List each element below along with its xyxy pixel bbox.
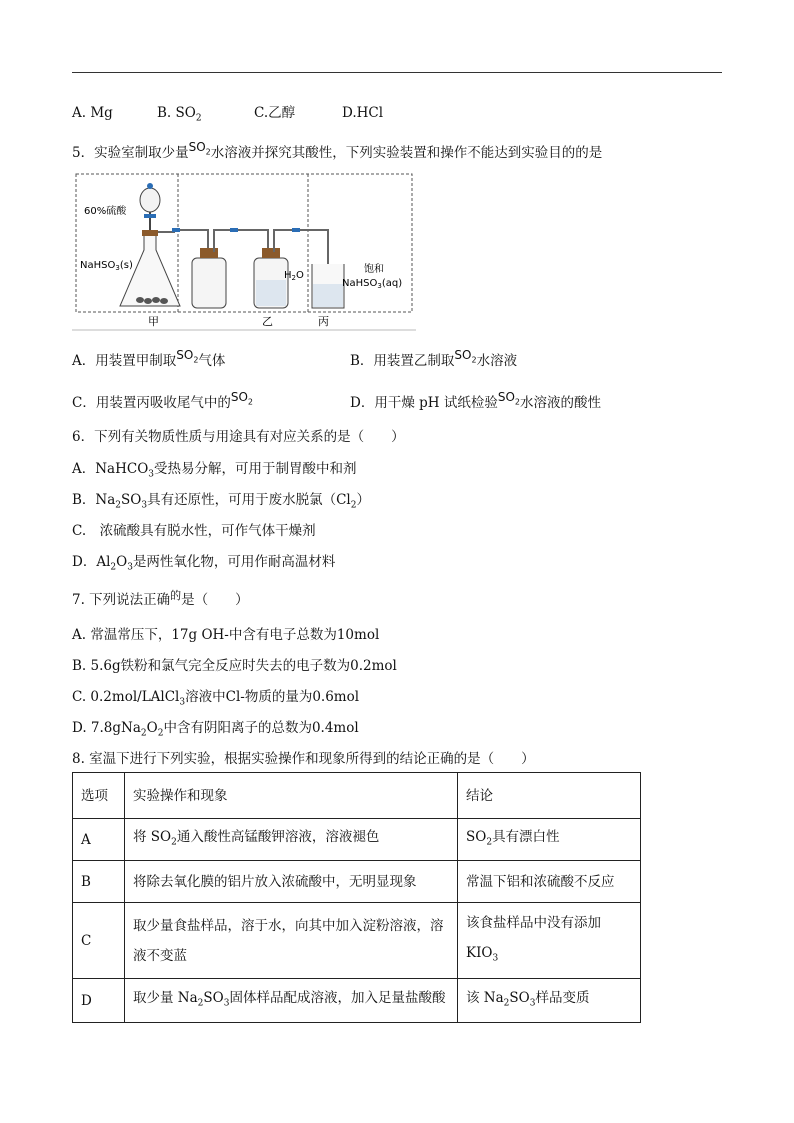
q8-table xyxy=(72,772,641,1023)
row-conclusion: 该 $Na_2SO_3$样品变质 xyxy=(458,979,641,1023)
label-acid: 60%硫酸 xyxy=(84,206,127,217)
label-water: $H_2O$ xyxy=(284,270,304,282)
label-sat2: NaHSO$_3$(aq) xyxy=(342,278,403,290)
table-row xyxy=(73,979,641,1023)
header-rule xyxy=(72,72,722,73)
row-option: C xyxy=(73,903,125,979)
q5-option-c: C．用装置丙吸收尾气中的$SO_2$ xyxy=(72,390,253,411)
q6-option-c: C. 浓硫酸具有脱水性，可作气体干燥剂 xyxy=(72,523,316,539)
q5-option-a: A．用装置甲制取$SO_2$气体 xyxy=(72,348,226,369)
q4-option-b: B. $SO_2$ xyxy=(157,105,202,124)
q4-option-a: A. Mg xyxy=(72,105,113,121)
q5-stem: 5．实验室制取少量$SO_2$水溶液并探究其酸性，下列实验装置和操作不能达到实验目的的是 xyxy=(72,140,603,161)
row-operation: 将 $SO_2$通入酸性高锰酸钾溶液，溶液褪色 xyxy=(125,819,458,861)
q7-option-c: C. 0.2mol/LAlCl$_3$溶液中Cl-物质的量为0.6mol xyxy=(72,689,360,708)
table-header-row xyxy=(73,773,641,819)
label-yi: 乙 xyxy=(262,315,273,328)
q7-option-a: A. 常温常压下，17g OH-中含有电子总数为10mol xyxy=(72,627,380,643)
row-option: B xyxy=(73,861,125,903)
q7-option-d: D. $7.8gNa_2O_2$中含有阴阳离子的总数为0.4mol xyxy=(72,720,359,739)
row-conclusion: 常温下铝和浓硫酸不反应 xyxy=(458,861,641,903)
row-option: A xyxy=(73,819,125,861)
q6-option-b: B．$Na_2SO_3$具有还原性，可用于废水脱氯$(Cl_2)$ xyxy=(72,492,370,511)
table-row xyxy=(73,903,641,979)
header-operation: 实验操作和现象 xyxy=(125,773,458,819)
row-option: D xyxy=(73,979,125,1023)
q5-option-b: B．用装置乙制取$SO_2$水溶液 xyxy=(350,348,518,369)
label-solid: NaHSO$_3$(s) xyxy=(80,260,133,272)
row-operation: 将除去氧化膜的铝片放入浓硫酸中，无明显现象 xyxy=(125,861,458,903)
label-bing: 丙 xyxy=(318,315,329,328)
apparatus-figure xyxy=(72,172,416,332)
row-operation: 取少量食盐样品，溶于水，向其中加入淀粉溶液，溶 液不变蓝 xyxy=(125,903,458,979)
row-operation: 取少量 $Na_2SO_3$固体样品配成溶液，加入足量盐酸酸 xyxy=(125,979,458,1023)
label-sat1: 饱和 xyxy=(364,264,384,275)
q5-option-d: D．用干燥 pH 试纸检验$SO_2$水溶液的酸性 xyxy=(350,390,601,411)
header-option: 选项 xyxy=(73,773,125,819)
row-conclusion: 该食盐样品中没有添加 $KIO_3$ xyxy=(458,903,641,979)
table-row xyxy=(73,819,641,861)
q6-option-a: A．NaHCO$_3$受热易分解，可用于制胃酸中和剂 xyxy=(72,461,357,480)
header-conclusion: 结论 xyxy=(458,773,641,819)
q4-option-c: C.乙醇 xyxy=(254,105,296,121)
q7-stem: 7. 下列说法正确$^的$是（ ） xyxy=(72,589,249,608)
row-conclusion: $SO_2$具有漂白性 xyxy=(458,819,641,861)
q7-option-b: B. 5.6g铁粉和氯气完全反应时失去的电子数为0.2mol xyxy=(72,658,397,674)
label-jia: 甲 xyxy=(148,315,159,328)
q4-option-d: D.HCl xyxy=(342,105,384,121)
q8-stem: 8. 室温下进行下列实验，根据实验操作和现象所得到的结论正确的是（ ） xyxy=(72,751,535,767)
table-row xyxy=(73,861,641,903)
q6-stem: 6．下列有关物质性质与用途具有对应关系的是（ ） xyxy=(72,429,405,445)
q6-option-d: D．$Al_2O_3$是两性氧化物，可用作耐高温材料 xyxy=(72,554,336,573)
